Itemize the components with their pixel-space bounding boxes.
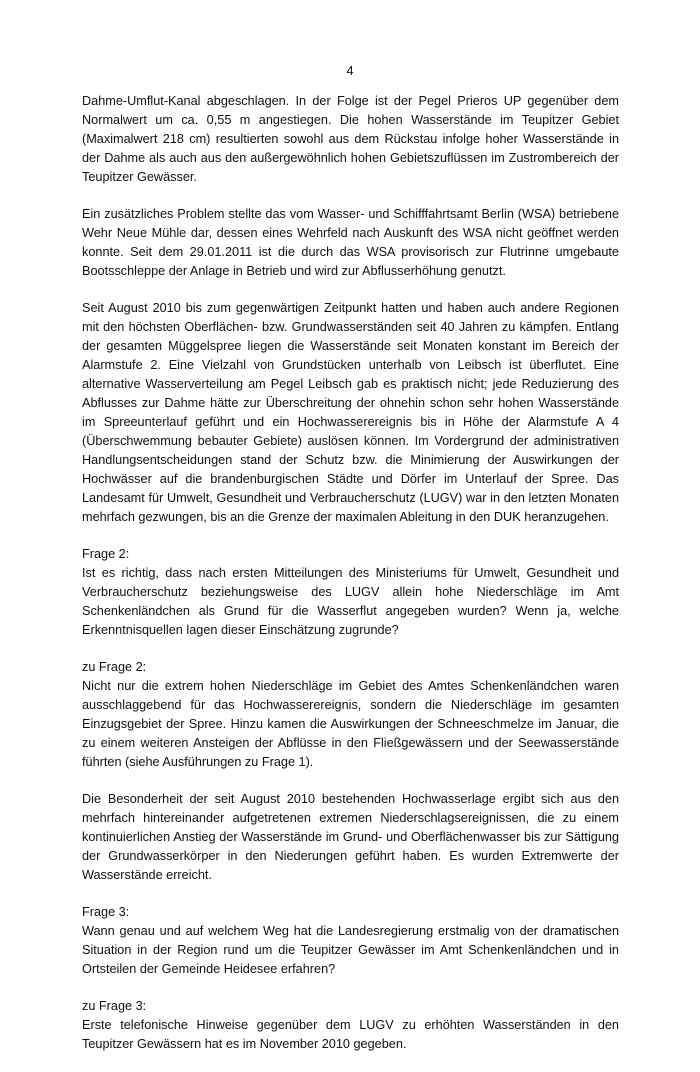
answer-2-block	[82, 658, 619, 885]
question-3-block	[82, 903, 619, 979]
question-3-label: Frage 3:	[82, 905, 130, 919]
question-2-text: Ist es richtig, dass nach ersten Mitteilungen des Ministeriums für Umwelt, Gesundheit und Verbraucherschutz beziehungsweise des LUGV allein hohe Niederschläge im Amt Schenkenländchen als Grund für die Wasserflut angegeben wurden? Wenn ja, welche Erkenntnisquellen lagen dieser Einschätzung zugrunde?	[82, 566, 619, 637]
answer-3-block	[82, 997, 619, 1054]
question-3-text: Wann genau und auf welchem Weg hat die Landesregierung erstmalig von der dramatischen Situation in der Region rund um die Teupitzer Gewässer im Amt Schenkenländchen und in Ortsteilen der Gemeinde Heidesee erfahren?	[82, 924, 619, 976]
paragraph-pegel-prieros: Dahme-Umflut-Kanal abgeschlagen. In der Folge ist der Pegel Prieros UP gegenüber dem Normalwert um ca. 0,55 m angestiegen. Die hohen Wasserstände im Teupitzer Gebiet (Maximalwert 218 cm) resultierten sowohl aus dem Rückstau infolge hoher Wasserstände in der Dahme als auch aus den außergewöhnlich hohen Gebietszuflüssen im Zustrombereich der Teupitzer Gewässer.	[82, 94, 619, 184]
paragraph-wehr-neue-muehle: Ein zusätzliches Problem stellte das vom Wasser- und Schifffahrtsamt Berlin (WSA) betriebene Wehr Neue Mühle dar, dessen eines Wehrfeld nach Auskunft des WSA nicht geöffnet werden konnte. Seit dem 29.01.2011 ist die durch das WSA provisorisch zur Flutrinne umgebaute Bootsschleppe der Anlage in Betrieb und wird zur Abflusserhöhung genutzt.	[82, 207, 619, 278]
paragraph-regionen: Seit August 2010 bis zum gegenwärtigen Zeitpunkt hatten und haben auch andere Regionen mit den höchsten Oberflächen- bzw. Grundwasserständen seit 40 Jahren zu kämpfen. Entlang der gesamten Müggelspree liegen die Wasserstände seit Monaten konstant im Bereich der Alarmstufe 2. Eine Vielzahl von Grundstücken unterhalb von Leibsch ist überflutet. Eine alternative Wasserverteilung am Pegel Leibsch gab es praktisch nicht; jede Reduzierung des Abflusses zur Dahme hätte zur Überschreitung der ohnehin schon sehr hohen Wasserstände im Spreeunterlauf geführt und ein Hochwasserereignis bis in Höhe der Alarmstufe A 4 (Überschwemmung bebauter Gebiete) auslösen können. Im Vordergrund der administrativen Handlungsentscheidungen stand der Schutz bzw. die Minimierung der Auswirkungen der Hochwässer auf die brandenburgischen Städte und Dörfer im Unterlauf der Spree. Das Landesamt für Umwelt, Gesundheit und Verbraucherschutz (LUGV) war in den letzten Monaten mehrfach gezwungen, bis an die Grenze der maximalen Ableitung in den DUK heranzugehen.	[82, 301, 619, 524]
answer-3-text: Erste telefonische Hinweise gegenüber dem LUGV zu erhöhten Wasserständen in den Teupitzer Gewässern hat es im November 2010 gegeben.	[82, 1018, 619, 1051]
question-2-block	[82, 545, 619, 640]
question-2-label: Frage 2:	[82, 547, 130, 561]
answer-3-label: zu Frage 3:	[82, 999, 147, 1013]
answer-2-label: zu Frage 2:	[82, 660, 147, 674]
page-number: 4	[346, 64, 354, 78]
answer-2-text-continued: Die Besonderheit der seit August 2010 bestehenden Hochwasserlage ergibt sich aus den mehrfach hintereinander aufgetretenen extremen Niederschlagsereignissen, die zu einem kontinuierlichen Anstieg der Wasserstände im Grund- und Oberflächenwasser bis zur Sättigung der Grundwasserkörper in den Niederungen geführt haben. Es wurden Extremwerte der Wasserstände erreicht.	[82, 792, 619, 882]
document-body	[82, 92, 619, 1072]
answer-2-text: Nicht nur die extrem hohen Niederschläge im Gebiet des Amtes Schenkenländchen waren ausschlaggebend für das Hochwasserereignis, sondern die Niederschläge im gesamten Einzugsgebiet der Spree. Hinzu kamen die Auswirkungen der Schneeschmelze im Januar, die zu einem weiteren Ansteigen der Abflüsse in den Fließgewässern und der Seewasserstände führten (siehe Ausführungen zu Frage 1).	[82, 679, 619, 769]
